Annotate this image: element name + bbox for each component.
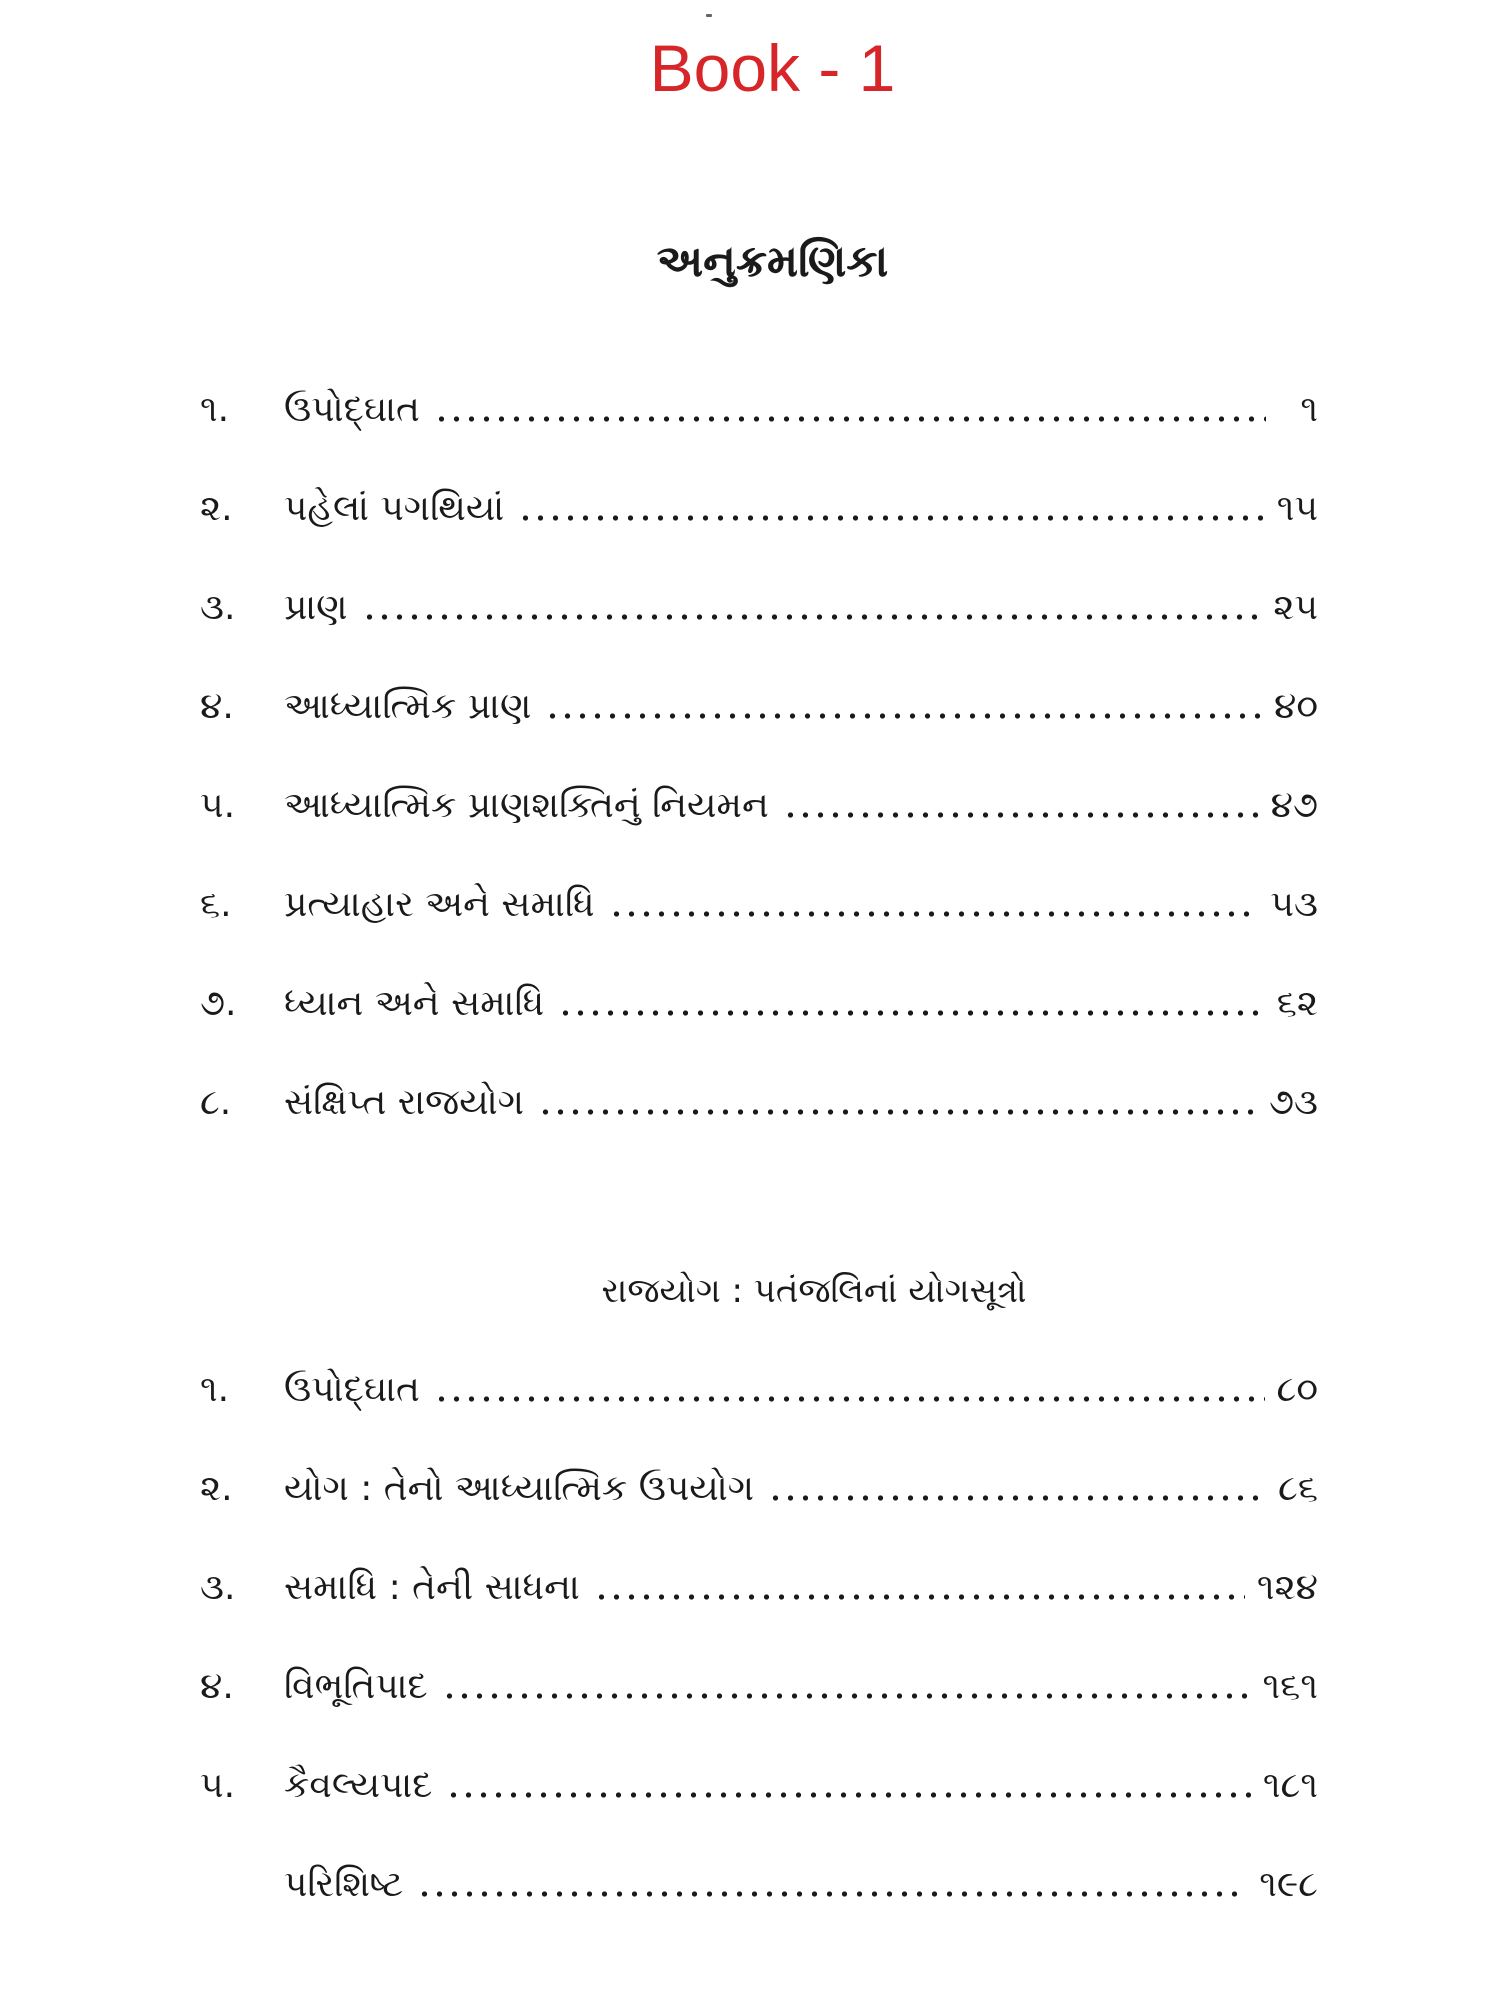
toc-entry-number: ૩.	[200, 586, 236, 628]
toc-entry-page: ૧	[1300, 388, 1318, 430]
toc-entry-page: ૫૩	[1270, 883, 1318, 925]
toc-entry-title: પહેલાં પગથિયાં	[284, 487, 505, 529]
toc-entry-page: ૧૮૧	[1262, 1764, 1318, 1806]
toc-entry-number: ૬.	[200, 883, 232, 925]
toc-entry	[200, 1053, 1318, 1152]
toc-entry-number: ૪.	[200, 1665, 234, 1707]
toc-entry	[200, 1637, 1318, 1736]
dot-leader	[609, 911, 1259, 917]
toc-entry-page: ૧૯૮	[1259, 1863, 1318, 1905]
toc-entry-page: ૧૨૪	[1256, 1566, 1318, 1608]
toc-entry-title: આધ્યાત્મિક પ્રાણશક્તિનું નિયમન	[284, 784, 769, 826]
dot-leader	[538, 1109, 1257, 1115]
toc-entry	[200, 1835, 1318, 1934]
toc-entry	[200, 855, 1318, 954]
toc-entry-title: કૈવલ્યપાદ	[284, 1764, 433, 1806]
toc-entry-title: પરિશિષ્ટ	[284, 1863, 404, 1905]
scan-mark	[706, 14, 712, 17]
dot-leader	[442, 1693, 1251, 1699]
dot-leader	[434, 1396, 1265, 1402]
dot-leader	[446, 1792, 1251, 1798]
toc-list-part-1	[200, 360, 1318, 1152]
toc-entry-title: વિભૂતિપાદ	[284, 1665, 428, 1707]
toc-heading: અનુક્રમણિકા	[656, 236, 889, 287]
toc-entry-title: સમાધિ : તેની સાધના	[284, 1566, 580, 1608]
dot-leader	[434, 416, 1266, 422]
toc-entry-page: ૮૦	[1276, 1368, 1318, 1410]
dot-leader	[362, 614, 1262, 620]
toc-entry-title: ઉપોદ્‌ઘાત	[284, 1368, 420, 1410]
toc-entry-number: ૨.	[200, 487, 233, 529]
toc-entry-title: પ્રાણ	[284, 586, 348, 628]
toc-entry-number: ૩.	[200, 1566, 236, 1608]
book-label: Book - 1	[649, 31, 896, 105]
toc-entry-page: ૧૫	[1276, 487, 1318, 529]
toc-entry	[200, 1538, 1318, 1637]
toc-entry	[200, 1439, 1318, 1538]
toc-entry-title: સંક્ષિપ્ત રાજયોગ	[284, 1081, 525, 1123]
toc-entry	[200, 360, 1318, 459]
toc-entry-number: ૫.	[200, 1764, 236, 1806]
toc-entry-number: ૪.	[200, 685, 234, 727]
toc-entry	[200, 657, 1318, 756]
dot-leader	[783, 812, 1259, 818]
toc-entry	[200, 459, 1318, 558]
toc-entry-number: ૧.	[200, 388, 230, 430]
toc-entry	[200, 1736, 1318, 1835]
toc-entry-number: ૫.	[200, 784, 236, 826]
toc-entry-title: યોગ : તેનો આધ્યાત્મિક ઉપયોગ	[284, 1467, 755, 1509]
dot-leader	[594, 1594, 1245, 1600]
dot-leader	[558, 1010, 1265, 1016]
dot-leader	[417, 1891, 1247, 1897]
toc-entry-number: ૧.	[200, 1368, 230, 1410]
toc-entry-page: ૬૨	[1276, 982, 1318, 1024]
toc-entry-title: ઉપોદ્‌ઘાત	[284, 388, 420, 430]
toc-entry-number: ૮.	[200, 1081, 232, 1123]
toc-entry-page: ૪૦	[1274, 685, 1318, 727]
toc-entry-page: ૧૬૧	[1262, 1665, 1318, 1707]
toc-entry	[200, 1340, 1318, 1439]
toc-entry-number: ૨.	[200, 1467, 233, 1509]
toc-entry-number: ૭.	[200, 982, 237, 1024]
toc-list-part-2	[200, 1340, 1318, 1934]
toc-entry-page: ૮૬	[1278, 1467, 1318, 1509]
dot-leader	[768, 1495, 1266, 1501]
section-heading: રાજયોગ : પતંજલિનાં યોગસૂત્રો	[601, 1271, 1027, 1311]
toc-entry-page: ૭૩	[1269, 1081, 1318, 1123]
dot-leader	[518, 515, 1265, 521]
dot-leader	[545, 713, 1262, 719]
toc-entry-title: ધ્યાન અને સમાધિ	[284, 982, 545, 1024]
toc-entry	[200, 558, 1318, 657]
toc-entry-title: પ્રત્યાહાર અને સમાધિ	[284, 883, 595, 925]
toc-entry-page: ૨૫	[1273, 586, 1318, 628]
toc-entry-title: આધ્યાત્મિક પ્રાણ	[284, 685, 532, 727]
toc-entry-page: ૪૭	[1270, 784, 1318, 826]
toc-entry	[200, 954, 1318, 1053]
toc-entry	[200, 756, 1318, 855]
